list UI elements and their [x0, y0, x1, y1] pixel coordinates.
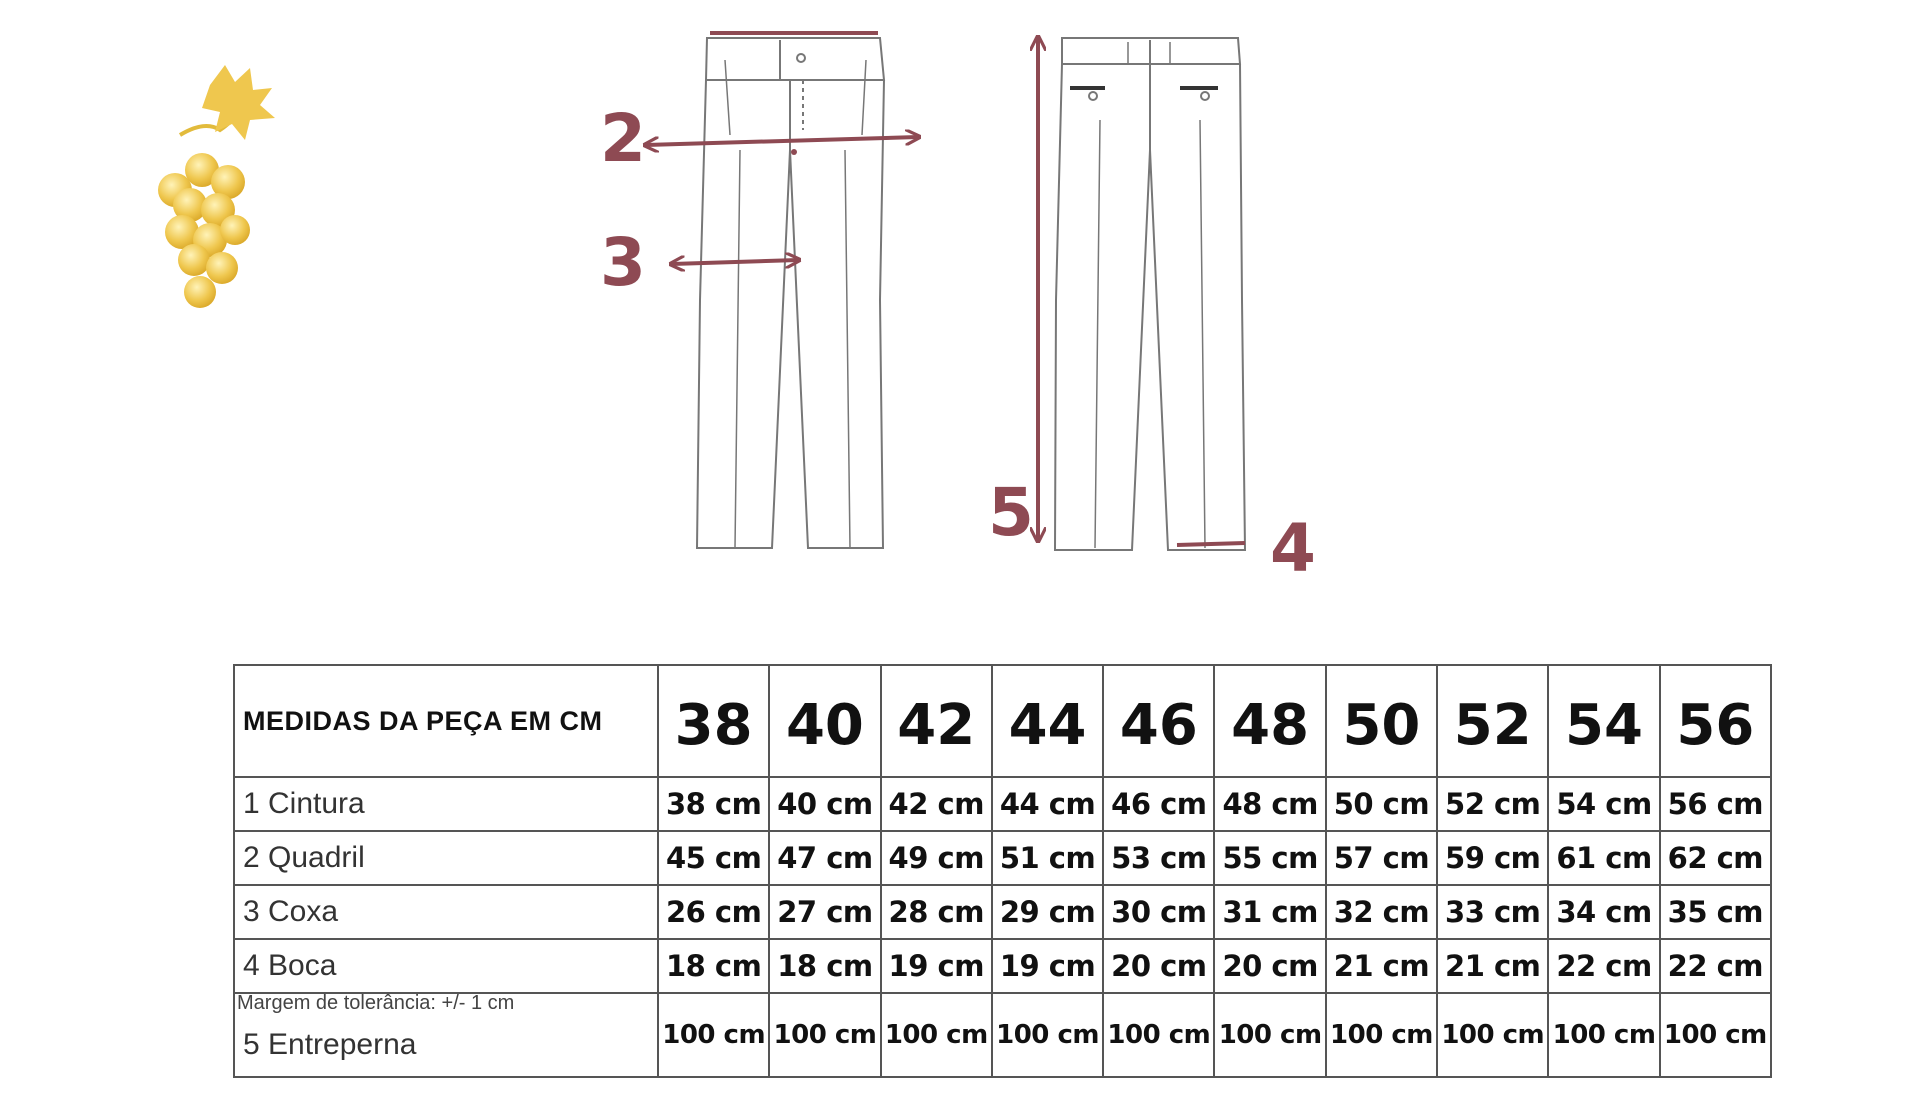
- table-cell: 100 cm: [881, 993, 992, 1077]
- table-cell: 32 cm: [1326, 885, 1437, 939]
- table-cell: 62 cm: [1660, 831, 1771, 885]
- table-cell: 20 cm: [1103, 939, 1214, 993]
- table-header-row: [234, 665, 1771, 777]
- marker-3: 3: [600, 224, 646, 301]
- size-header: 56: [1660, 665, 1771, 777]
- marker-2: 2: [600, 100, 646, 177]
- table-cell: 46 cm: [1103, 777, 1214, 831]
- table-cell: 44 cm: [992, 777, 1103, 831]
- size-header: 50: [1326, 665, 1437, 777]
- table-cell: 22 cm: [1660, 939, 1771, 993]
- size-header: 42: [881, 665, 992, 777]
- table-row: [234, 777, 1771, 831]
- row-label: 3 Coxa: [234, 885, 658, 939]
- marker-4: 4: [1270, 510, 1316, 587]
- size-header: 54: [1548, 665, 1659, 777]
- table-cell: 100 cm: [1103, 993, 1214, 1077]
- row-label: 2 Quadril: [234, 831, 658, 885]
- table-cell: 100 cm: [658, 993, 769, 1077]
- table-cell: 38 cm: [658, 777, 769, 831]
- table-cell: 47 cm: [769, 831, 880, 885]
- table-cell: 61 cm: [1548, 831, 1659, 885]
- table-cell: 40 cm: [769, 777, 880, 831]
- table-cell: 57 cm: [1326, 831, 1437, 885]
- row-label: 1 Cintura: [234, 777, 658, 831]
- table-cell: 20 cm: [1214, 939, 1325, 993]
- table-cell: 29 cm: [992, 885, 1103, 939]
- pants-back-icon: [1055, 38, 1245, 550]
- table-cell: 33 cm: [1437, 885, 1548, 939]
- table-header-label: MEDIDAS DA PEÇA EM CM: [234, 665, 658, 777]
- table-cell: 100 cm: [1326, 993, 1437, 1077]
- table-cell: 19 cm: [881, 939, 992, 993]
- marker-5: 5: [988, 474, 1034, 551]
- table-cell: 22 cm: [1548, 939, 1659, 993]
- table-cell: 55 cm: [1214, 831, 1325, 885]
- table-cell: 53 cm: [1103, 831, 1214, 885]
- table-cell: 18 cm: [769, 939, 880, 993]
- table-cell: 21 cm: [1326, 939, 1437, 993]
- size-header: 44: [992, 665, 1103, 777]
- row-label: 4 Boca: [234, 939, 658, 993]
- row-label: 5 Entreperna: [243, 1028, 417, 1062]
- table-cell: 26 cm: [658, 885, 769, 939]
- table-cell: 27 cm: [769, 885, 880, 939]
- table-row: [234, 939, 1771, 993]
- table-cell: 52 cm: [1437, 777, 1548, 831]
- table-cell: 35 cm: [1660, 885, 1771, 939]
- row-label-cell: [234, 993, 658, 1077]
- table-cell: 30 cm: [1103, 885, 1214, 939]
- table-row: [234, 831, 1771, 885]
- table-cell: 19 cm: [992, 939, 1103, 993]
- table-cell: 28 cm: [881, 885, 992, 939]
- table-cell: 45 cm: [658, 831, 769, 885]
- table-cell: 100 cm: [1437, 993, 1548, 1077]
- table-row: [234, 885, 1771, 939]
- table-cell: 48 cm: [1214, 777, 1325, 831]
- table-cell: 49 cm: [881, 831, 992, 885]
- table-cell: 54 cm: [1548, 777, 1659, 831]
- size-header: 48: [1214, 665, 1325, 777]
- table-cell: 31 cm: [1214, 885, 1325, 939]
- table-cell: 18 cm: [658, 939, 769, 993]
- table-cell: 21 cm: [1437, 939, 1548, 993]
- tolerance-note: Margem de tolerância: +/- 1 cm: [237, 992, 515, 1015]
- table-row: [234, 993, 1771, 1077]
- table-cell: 59 cm: [1437, 831, 1548, 885]
- size-header: 40: [769, 665, 880, 777]
- table-cell: 34 cm: [1548, 885, 1659, 939]
- table-cell: 100 cm: [769, 993, 880, 1077]
- size-header: 46: [1103, 665, 1214, 777]
- size-table: [233, 664, 1772, 1078]
- table-cell: 42 cm: [881, 777, 992, 831]
- pants-front-icon: [697, 38, 884, 548]
- size-header: 38: [658, 665, 769, 777]
- table-cell: 56 cm: [1660, 777, 1771, 831]
- size-header: 52: [1437, 665, 1548, 777]
- table-cell: 100 cm: [1214, 993, 1325, 1077]
- table-cell: 100 cm: [992, 993, 1103, 1077]
- table-cell: 100 cm: [1660, 993, 1771, 1077]
- table-cell: 50 cm: [1326, 777, 1437, 831]
- table-cell: 100 cm: [1548, 993, 1659, 1077]
- table-cell: 51 cm: [992, 831, 1103, 885]
